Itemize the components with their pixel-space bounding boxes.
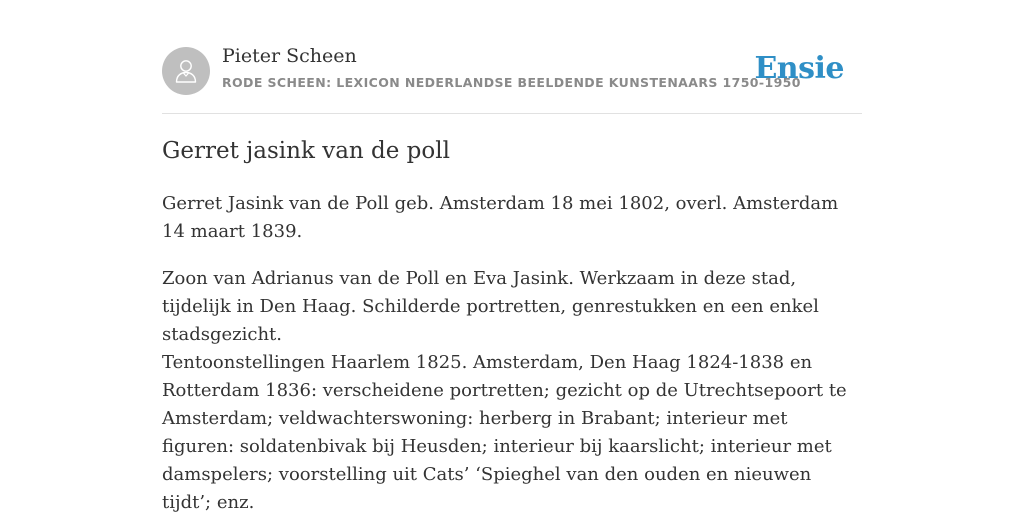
article-header (162, 0, 862, 114)
user-icon (172, 57, 200, 85)
article-paragraph-exhibitions: Tentoonstellingen Haarlem 1825. Amsterdam, Den Haag 1824-1838 en Rotterdam 1836: verscheidene portretten; gezicht op de Utrechtsepoort te Amsterdam; veldwachterswoning: herberg in Brabant; interieur met figuren: soldatenbivak bij Heusden; interieur bij kaarslicht; interieur met damspelers; voorstelling uit Cats’ ‘Spieghel van den ouden en nieuwen tijdt’; enz. (162, 352, 847, 513)
article-page (162, 0, 862, 513)
article-title: Gerret jasink van de poll (162, 138, 450, 164)
author-name[interactable]: Pieter Scheen (222, 45, 357, 67)
source-title[interactable]: RODE SCHEEN: LEXICON NEDERLANDSE BEELDENDE KUNSTENAARS 1750-1950 (222, 75, 801, 90)
article-paragraph-birth: Gerret Jasink van de Poll geb. Amsterdam 18 mei 1802, overl. Amsterdam 14 maart 1839. (162, 193, 839, 242)
brand-logo[interactable]: Ensie (754, 51, 844, 86)
author-avatar[interactable] (162, 47, 210, 95)
article-paragraph-biography: Zoon van Adrianus van de Poll en Eva Jasink. Werkzaam in deze stad, tijdelijk in Den Haag. Schilderde portretten, genrestukken en een enkel stadsgezicht. (162, 268, 819, 345)
